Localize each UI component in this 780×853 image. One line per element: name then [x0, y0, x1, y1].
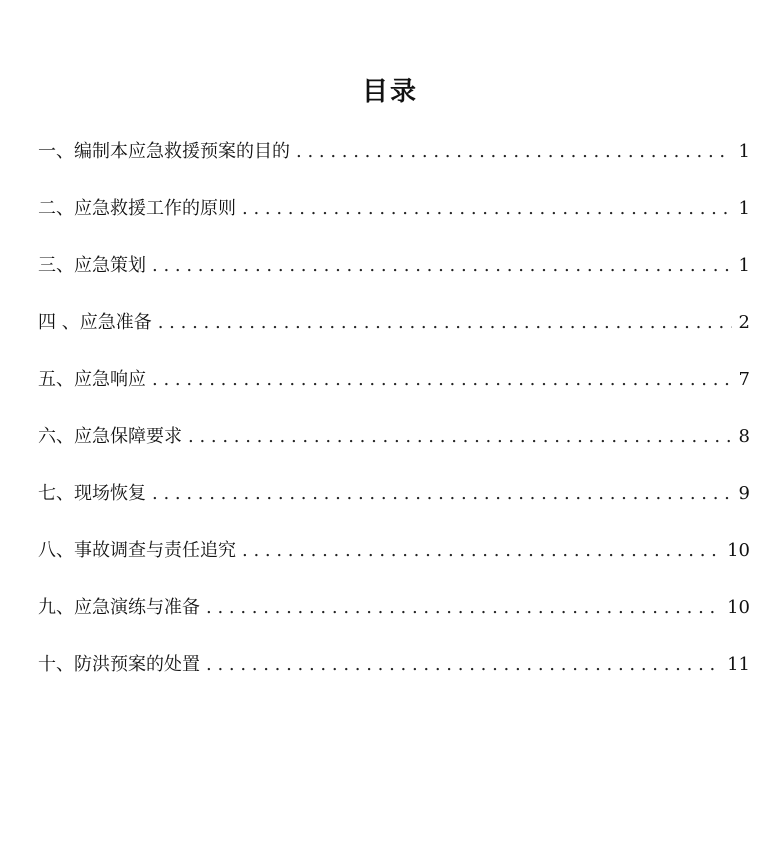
toc-entry-label: 七、现场恢复 — [38, 483, 146, 504]
toc-page-number: 1 — [738, 141, 750, 162]
toc-entry[interactable] — [38, 475, 750, 532]
toc-entry-label: 九、应急演练与准备 — [38, 597, 200, 618]
toc-entry[interactable] — [38, 646, 750, 703]
toc-entry[interactable] — [38, 247, 750, 304]
toc-entry[interactable] — [38, 589, 750, 646]
toc-entry-label: 二、应急救援工作的原则 — [38, 198, 236, 219]
toc-entry-label: 十、防洪预案的处置 — [38, 654, 200, 675]
toc-entry-label: 一、编制本应急救援预案的目的 — [38, 141, 290, 162]
toc-page-number: 1 — [738, 255, 750, 276]
toc-dot-leader — [152, 247, 732, 285]
toc-page-number: 9 — [738, 483, 750, 504]
toc-dot-leader — [158, 304, 732, 342]
toc-dot-leader — [242, 532, 721, 570]
toc-title: 目录 — [361, 77, 418, 107]
toc-page-number: 10 — [727, 540, 750, 561]
toc-entry-label: 五、应急响应 — [38, 369, 146, 390]
toc-entry[interactable] — [38, 304, 750, 361]
toc-entry-label: 三、应急策划 — [38, 255, 146, 276]
toc-entry-label: 六、应急保障要求 — [38, 426, 182, 447]
toc-dot-leader — [206, 646, 721, 684]
toc-entry[interactable] — [38, 532, 750, 589]
toc-dot-leader — [152, 361, 732, 399]
toc-dot-leader — [188, 418, 732, 456]
toc-dot-leader — [206, 589, 721, 627]
table-of-contents — [38, 133, 750, 703]
toc-entry-label: 八、事故调查与责任追究 — [38, 540, 236, 561]
toc-dot-leader — [152, 475, 732, 513]
toc-dot-leader — [296, 133, 732, 171]
toc-entry[interactable] — [38, 418, 750, 475]
toc-entry-label: 四 、应急准备 — [38, 312, 152, 333]
toc-page-number: 2 — [738, 312, 750, 333]
toc-entry[interactable] — [38, 133, 750, 190]
toc-page-number: 10 — [727, 597, 750, 618]
toc-page-number: 7 — [738, 369, 750, 390]
toc-dot-leader — [242, 190, 732, 228]
toc-page-number: 8 — [738, 426, 750, 447]
toc-page-number: 11 — [727, 654, 750, 675]
toc-entry[interactable] — [38, 190, 750, 247]
toc-entry[interactable] — [38, 361, 750, 418]
toc-page-number: 1 — [738, 198, 750, 219]
